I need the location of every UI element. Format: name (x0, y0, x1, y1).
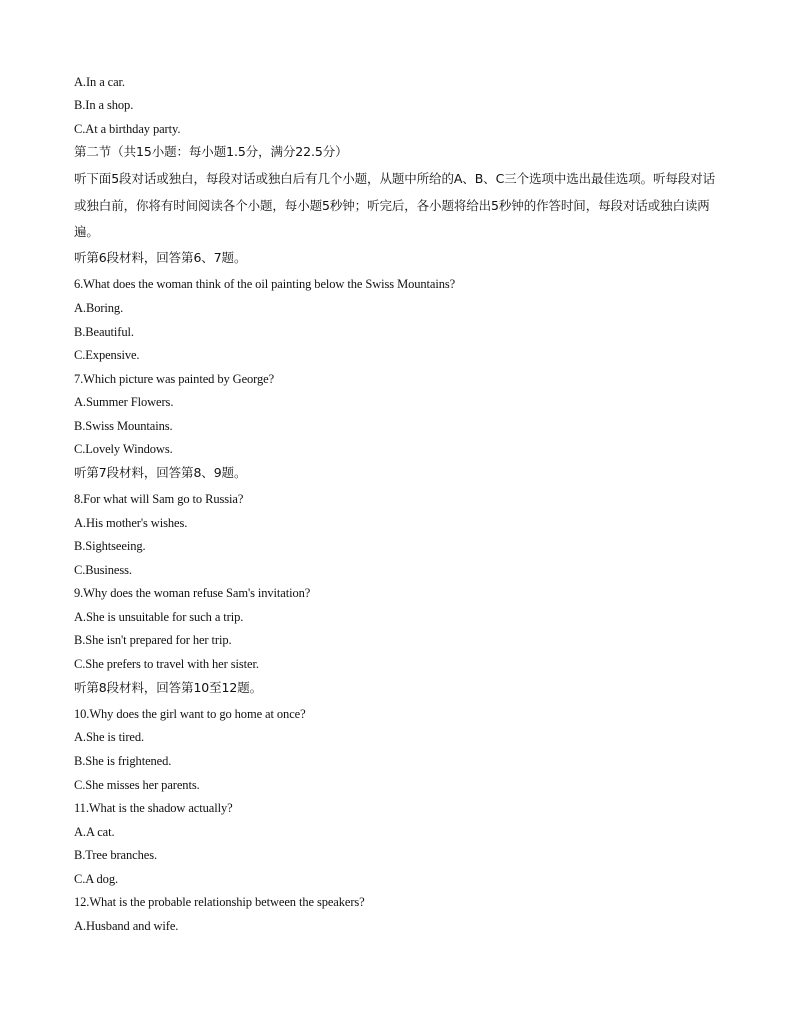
option-line: B.Tree branches. (74, 848, 157, 862)
option-line: C.Expensive. (74, 348, 140, 362)
option-line: B.Sightseeing. (74, 539, 146, 553)
option-line: A.His mother's wishes. (74, 516, 188, 530)
material-heading: 听第8段材料，回答第10至12题。 (74, 680, 263, 695)
question-line: 6.What does the woman think of the oil painting below the Swiss Mountains? (74, 277, 456, 291)
option-line: A.She is tired. (74, 730, 145, 744)
section-heading: 第二节（共15小题：每小题1.5分，满分22.5分） (74, 144, 348, 159)
option-line: B.She is frightened. (74, 754, 172, 768)
option-line: C.She misses her parents. (74, 778, 200, 792)
question-line: 10.Why does the girl want to go home at once? (74, 707, 306, 721)
option-line: B.In a shop. (74, 98, 134, 112)
section-instructions: 听下面5段对话或独白，每段对话或独白后有几个小题，从题中所给的A、B、C三个选项中选出最佳选项。听每段对话或独白前，你将有时间阅读各个小题，每小题5秒钟；听完后，各小题将给出5秒钟的作答时间，每段对话或独白读两遍。 (74, 171, 716, 239)
option-line: A.Summer Flowers. (74, 395, 174, 409)
question-line: 9.Why does the woman refuse Sam's invitation? (74, 586, 311, 600)
option-line: B.Beautiful. (74, 325, 134, 339)
option-line: C.A dog. (74, 872, 118, 886)
option-line: C.At a birthday party. (74, 122, 181, 136)
question-line: 11.What is the shadow actually? (74, 801, 233, 815)
question-line: 12.What is the probable relationship between the speakers? (74, 895, 365, 909)
option-line: A.She is unsuitable for such a trip. (74, 610, 244, 624)
question-line: 7.Which picture was painted by George? (74, 372, 275, 386)
option-line: A.A cat. (74, 825, 115, 839)
option-line: A.Boring. (74, 301, 124, 315)
option-line: C.She prefers to travel with her sister. (74, 657, 259, 671)
option-line: C.Business. (74, 563, 132, 577)
option-line: B.Swiss Mountains. (74, 419, 173, 433)
material-heading: 听第6段材料，回答第6、7题。 (74, 250, 247, 265)
question-line: 8.For what will Sam go to Russia? (74, 492, 244, 506)
option-line: A.In a car. (74, 75, 125, 89)
option-line: B.She isn't prepared for her trip. (74, 633, 232, 647)
option-line: C.Lovely Windows. (74, 442, 173, 456)
option-line: A.Husband and wife. (74, 919, 179, 933)
material-heading: 听第7段材料，回答第8、9题。 (74, 465, 247, 480)
